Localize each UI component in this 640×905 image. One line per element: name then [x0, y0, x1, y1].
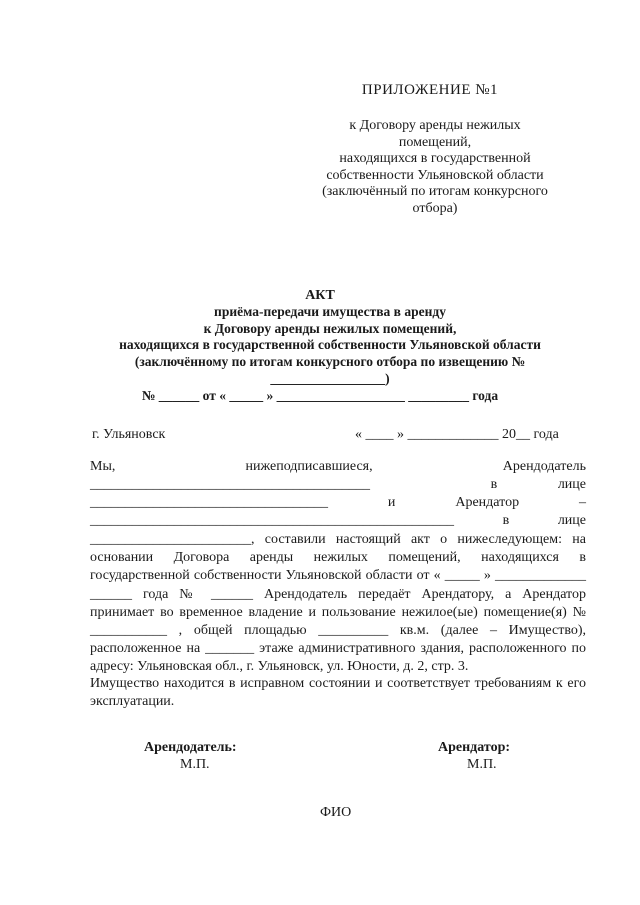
tenant-signature-label: Арендатор: — [438, 740, 511, 755]
blank-field: ____________________________________________________ — [90, 513, 454, 528]
appendix-line: к Договору аренды нежилых — [349, 118, 521, 133]
appendix-line: находящихся в государственной — [339, 151, 531, 166]
body-word: лице — [557, 513, 586, 528]
act-title: АКТ — [305, 288, 335, 303]
body-word: в — [502, 513, 510, 528]
landlord-stamp-place: М.П. — [180, 757, 210, 772]
body-line-1 — [90, 459, 586, 475]
tenant-stamp-place: М.П. — [467, 757, 497, 772]
body-line-3 — [90, 495, 586, 511]
landlord-signature-label: Арендодатель: — [144, 740, 237, 755]
condition-paragraph: Имущество находится в исправном состоянии и соответствует требованиям к его эксплуатации. — [90, 676, 586, 710]
body-word: Арендодатель — [502, 459, 586, 474]
body-word: и — [387, 495, 396, 510]
act-line: (заключённому по итогам конкурсного отбора по извещению № — [134, 354, 526, 370]
appendix-line: помещений, — [398, 134, 472, 150]
act-number-line: № ______ от « _____ » ___________________ _________ года — [141, 388, 499, 403]
body-word: в — [490, 477, 498, 492]
blank-field: ________________________________________ — [90, 477, 370, 492]
appendix-line: собственности Ульяновской области — [326, 167, 544, 183]
appendix-line: отбора) — [412, 200, 458, 216]
act-subtitle — [80, 304, 580, 388]
appendix-line: (заключённый по итогам конкурсного — [322, 184, 548, 199]
body-word: – — [579, 495, 586, 510]
body-word: Мы, — [90, 459, 116, 474]
appendix-subtitle — [300, 118, 570, 217]
act-line: к Договору аренды нежилых помещений, — [203, 320, 457, 336]
document-date: « ____ » _____________ 20__ года — [355, 427, 559, 442]
appendix-title: ПРИЛОЖЕНИЕ №1 — [361, 82, 499, 98]
act-line: находящихся в государственной собственности Ульяновской области — [119, 337, 541, 353]
blank-field: __________________________________ — [90, 495, 328, 510]
act-line: приёма-передачи имущества в аренду — [214, 304, 446, 319]
body-paragraph: _______________________, составили настоящий акт о нижеследующем: на основании Договора аренды нежилых помещений, находящихся в государственной собственности Ульяновской области от « _____ » _____________ ______ года № ______ Арендодатель передаёт Арендатору, а Арендатор принимает во временное владение и пользование нежилое(ые) помещение(я) № ___________ , общей площадью __________ кв.м. (далее – Имущество), расположенное на _______ этаже административного здания, расположенного по адресу: Ульяновская обл., г. Ульяновск, ул. Юности, д. 2, стр. 3. — [90, 532, 586, 675]
body-word: нижеподписавшиеся, — [245, 459, 373, 474]
fio-label: ФИО — [320, 805, 352, 820]
city: г. Ульяновск — [92, 427, 166, 442]
body-line-2 — [90, 477, 586, 493]
body-word: Арендатор — [455, 495, 520, 510]
body-word: лице — [557, 477, 586, 492]
act-line: _________________) — [270, 370, 390, 386]
body-line-4 — [90, 513, 586, 529]
